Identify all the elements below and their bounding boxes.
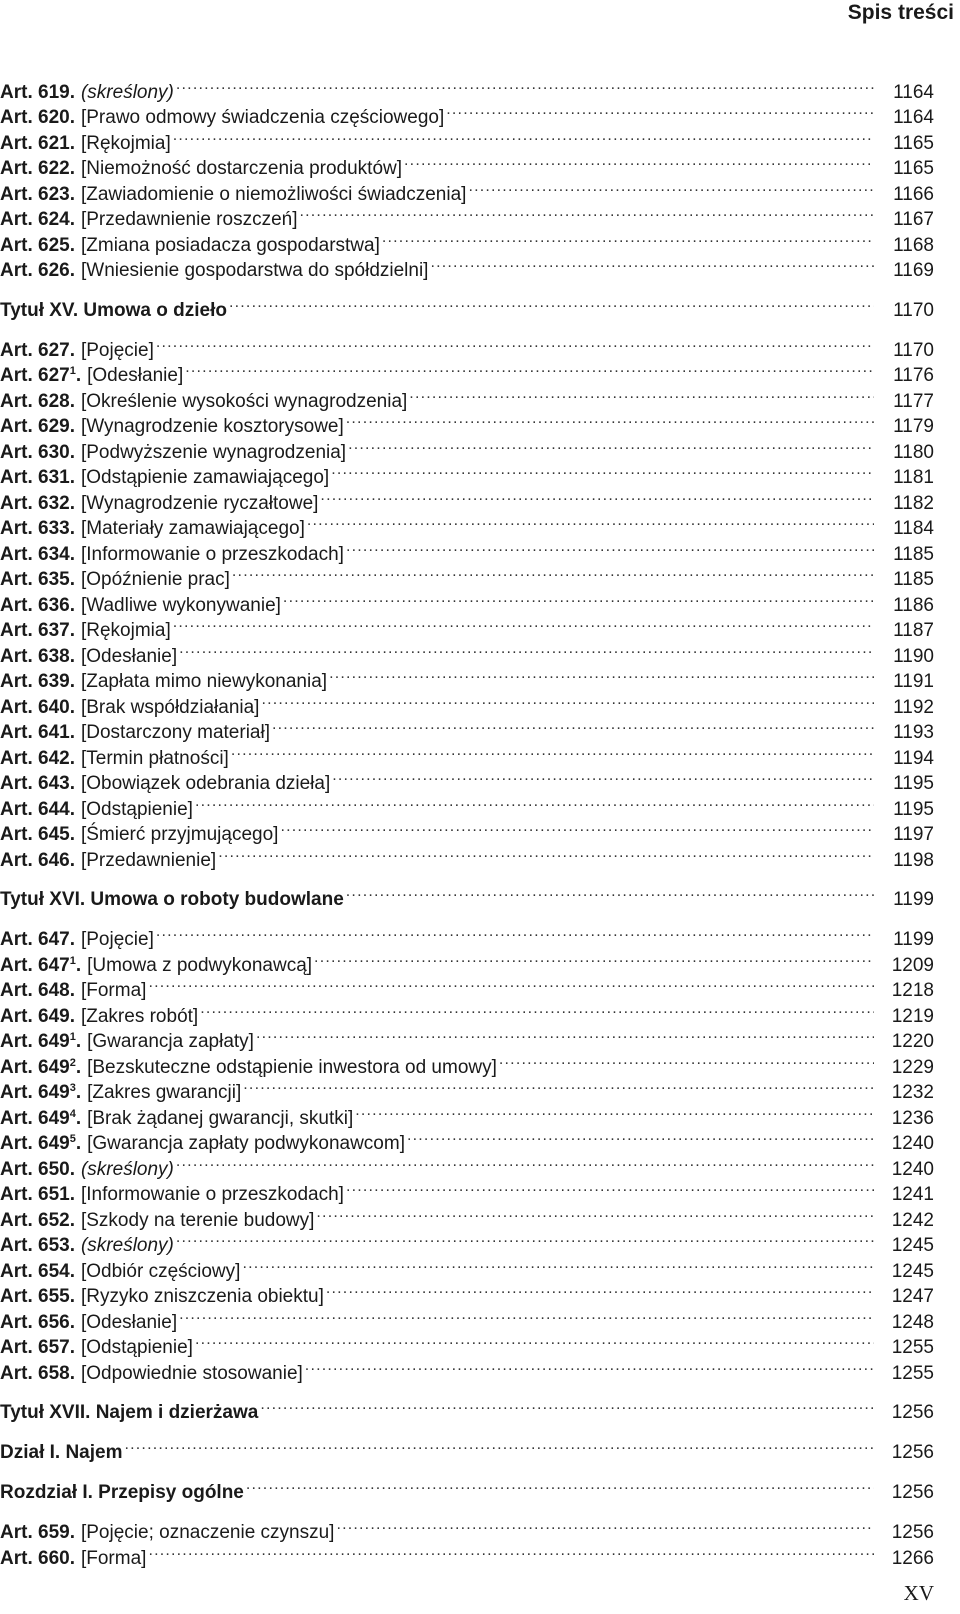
toc-dot-leader (430, 251, 874, 277)
toc-article-number (0, 593, 75, 619)
toc-article-label: [Rękojmia] (80, 620, 171, 641)
toc-dot-leader (499, 1047, 874, 1073)
toc-article-label: [Opóźnienie prac] (80, 569, 230, 590)
toc-article-number-text: Art. 647 (0, 954, 70, 976)
toc-article-number (0, 822, 75, 848)
toc-article-label: [Szkody na terenie budowy] (80, 1209, 315, 1231)
toc-article-number-text: Art. 645. (0, 824, 75, 845)
toc-article-number-text: Art. 624. (0, 209, 75, 230)
toc-page-number: 1255 (891, 1337, 934, 1358)
toc-article-number (0, 516, 75, 542)
toc-article-label: [Odstąpienie] (80, 798, 193, 820)
toc-dot-leader (355, 1098, 874, 1124)
toc-page-number: 1229 (891, 1056, 934, 1078)
toc-dot-leader (468, 174, 874, 200)
toc-page-number: 1168 (893, 234, 934, 256)
toc-page-number: 1187 (893, 620, 934, 641)
toc-article-number (0, 182, 75, 208)
toc-page-number: 1232 (891, 1082, 934, 1103)
toc-article-label: [Wniesienie gospodarstwa do spółdzielni] (80, 260, 429, 281)
toc-page-number: 1186 (893, 594, 934, 616)
toc-dot-leader (176, 1226, 874, 1252)
toc-article-number-text: Art. 640. (0, 696, 75, 718)
toc-article-number (0, 542, 75, 568)
toc-dot-leader (246, 1473, 874, 1499)
toc-article-label: [Forma] (80, 980, 147, 1001)
toc-page-number: 1241 (891, 1184, 934, 1205)
toc-section-title: Tytuł XVII. Najem i dzierżawa (0, 1402, 259, 1423)
toc-page-number: 1164 (893, 107, 934, 128)
toc-article-number-text: Art. 633. (0, 518, 75, 539)
toc-article-superscript: 3 (69, 1082, 76, 1094)
toc-section-title-row[interactable] (0, 290, 934, 321)
toc-article-number (0, 1208, 75, 1234)
toc-article-number-dot: . (75, 1082, 82, 1103)
toc-article-number-text: Art. 619. (0, 81, 75, 103)
toc-section-title-row[interactable] (0, 1393, 934, 1423)
toc-dot-leader (218, 840, 874, 866)
toc-dot-leader (382, 225, 874, 251)
toc-article-label: [Zmiana posiadacza gospodarstwa] (80, 234, 380, 256)
toc-page-number: 1195 (893, 798, 934, 820)
toc-article-label: [Zawiadomienie o niemożliwości świadczenia] (80, 183, 467, 205)
toc-page-number: 1170 (893, 339, 934, 361)
page-header-title: Spis treści (847, 1, 954, 24)
toc-page-number: 1166 (893, 183, 934, 205)
toc-article-label: [Pojęcie; oznaczenie czynszu] (80, 1522, 335, 1543)
toc-article-number-dot: . (75, 954, 82, 976)
toc-dot-leader (261, 687, 874, 713)
toc-article-label: [Odstąpienie zamawiającego] (80, 467, 330, 488)
toc-page-number: 1165 (893, 158, 934, 179)
toc-article-number-text: Art. 626. (0, 260, 75, 281)
toc-section-title-row[interactable] (0, 880, 934, 910)
toc-article-number (0, 80, 75, 106)
toc-article-number (0, 1055, 81, 1081)
toc-dot-leader (280, 815, 874, 841)
toc-page-number: 1255 (891, 1362, 934, 1384)
toc-article-label: [Informowanie o przeszkodach] (80, 543, 344, 565)
toc-article-number-text: Art. 637. (0, 620, 75, 641)
toc-article-label: [Odpowiednie stosowanie] (80, 1362, 303, 1384)
toc-article-number (0, 644, 75, 670)
toc-dot-leader (156, 330, 874, 356)
toc-article-number-dot: . (75, 365, 82, 386)
toc-article-number-text: Art. 635. (0, 569, 75, 590)
toc-page-number: 1247 (891, 1286, 934, 1307)
toc-article-number (0, 1106, 81, 1132)
toc-article-number (0, 746, 75, 772)
toc-dot-leader (331, 458, 874, 484)
toc-dot-leader (409, 381, 874, 407)
toc-article-number (0, 465, 75, 491)
toc-article-number (0, 953, 81, 979)
toc-dot-leader (404, 149, 874, 175)
toc-article-number (0, 1029, 81, 1055)
toc-article-label: [Informowanie o przeszkodach] (80, 1184, 344, 1205)
toc-article-number (0, 978, 75, 1004)
toc-article-label: [Zapłata mimo niewykonania] (80, 671, 328, 692)
toc-article-number-text: Art. 658. (0, 1362, 75, 1384)
toc-page-number: 1256 (891, 1442, 934, 1463)
toc-dot-leader (272, 713, 874, 739)
toc-article-label: [Wynagrodzenie ryczałtowe] (80, 492, 319, 514)
toc-article-label: [Śmierć przyjmującego] (80, 824, 279, 845)
toc-page-number: 1194 (893, 747, 934, 769)
toc-article-number-text: Art. 649 (0, 1107, 70, 1129)
toc-article-number-text: Art. 628. (0, 390, 75, 412)
toc-article-number-text: Art. 651. (0, 1184, 75, 1205)
toc-page-number: 1245 (891, 1235, 934, 1256)
toc-article-superscript: 4 (69, 1107, 76, 1120)
toc-article-number-text: Art. 644. (0, 798, 75, 820)
toc-dot-leader (346, 880, 874, 906)
toc-article-number-text: Art. 656. (0, 1311, 75, 1333)
toc-article-number-text: Art. 649 (0, 1082, 70, 1103)
toc-page-number: 1182 (893, 492, 934, 514)
toc-article-label: [Pojęcie] (80, 339, 154, 361)
toc-article-number-text: Art. 647. (0, 929, 75, 950)
toc-article-label: [Gwarancja zapłaty podwykonawcom] (87, 1133, 405, 1154)
toc-article-superscript: 1 (69, 1031, 76, 1043)
toc-article-label: [Zakres robót] (80, 1005, 199, 1027)
toc-article-label: [Bezskuteczne odstąpienie inwestora od umowy] (87, 1056, 497, 1078)
toc-page-number: 1240 (891, 1133, 934, 1154)
page-number: XV (903, 1581, 934, 1605)
toc-article-number (0, 1157, 75, 1183)
toc-page-number: 1219 (891, 1005, 934, 1027)
toc-page-number: 1240 (891, 1158, 934, 1180)
toc-article-number-text: Art. 621. (0, 132, 75, 154)
toc-article-number (0, 414, 75, 440)
toc-article-number (0, 233, 75, 259)
toc-dot-leader (242, 1251, 874, 1277)
toc-dot-leader (176, 72, 874, 98)
toc-article-number-text: Art. 649 (0, 1133, 70, 1154)
toc-article-number-text: Art. 641. (0, 722, 75, 743)
toc-section-title-row[interactable] (0, 1433, 934, 1463)
toc-article-label: [Pojęcie] (80, 929, 154, 950)
toc-section-title: Tytuł XV. Umowa o dzieło (0, 299, 227, 321)
toc-dot-leader (346, 534, 874, 560)
toc-article-number-dot: . (75, 1107, 82, 1129)
toc-page-number: 1193 (893, 722, 934, 743)
toc-article-number (0, 669, 75, 695)
toc-page-number: 1266 (891, 1547, 934, 1569)
toc-dot-leader (314, 945, 874, 971)
toc-page-number: 1195 (893, 773, 934, 794)
toc-article-number (0, 258, 75, 284)
toc-section-title: Dział I. Najem (0, 1442, 123, 1463)
toc-article-label: [Rękojmia] (80, 132, 171, 154)
toc-article-number-text: Art. 623. (0, 183, 75, 205)
toc-section-title-row[interactable] (0, 1473, 934, 1503)
toc-dot-leader (307, 509, 874, 535)
toc-article-number-text: Art. 650. (0, 1158, 75, 1180)
toc-page-number: 1218 (891, 980, 934, 1001)
toc-article-label: [Wadliwe wykonywanie] (80, 594, 281, 616)
toc-article-number (0, 156, 75, 182)
toc-article-number-text: Art. 657. (0, 1337, 75, 1358)
toc-article-number-dot: . (75, 1133, 82, 1154)
toc-article-row[interactable] (0, 1513, 934, 1543)
toc-page-number: 1165 (893, 132, 934, 154)
toc-page-number: 1197 (893, 824, 934, 845)
toc-article-number-text: Art. 652. (0, 1209, 75, 1231)
toc-article-number-text: Art. 639. (0, 671, 75, 692)
toc-dot-leader (173, 123, 874, 149)
toc-dot-leader (316, 1200, 874, 1226)
toc-article-number-text: Art. 660. (0, 1547, 75, 1569)
toc-section-title: Tytuł XVI. Umowa o roboty budowlane (0, 889, 344, 910)
toc-article-number-text: Art. 625. (0, 234, 75, 256)
toc-article-number-dot: . (75, 1056, 82, 1078)
toc-dot-leader (185, 356, 874, 382)
toc-article-number (0, 338, 75, 364)
toc-article-number-text: Art. 648. (0, 980, 75, 1001)
toc-article-number-text: Art. 654. (0, 1260, 75, 1282)
toc-article-superscript: 5 (69, 1133, 76, 1145)
toc-dot-leader (407, 1124, 874, 1150)
toc-dot-leader (336, 1513, 874, 1539)
toc-dot-leader (229, 290, 874, 316)
toc-article-row[interactable] (0, 920, 934, 950)
toc-dot-leader (446, 98, 874, 124)
toc-page-number: 1185 (893, 543, 934, 565)
toc-article-label: [Odesłanie] (87, 365, 184, 386)
toc-page-number: 1180 (893, 441, 934, 463)
toc-page-number: 1185 (893, 569, 934, 590)
toc-page-number: 1192 (893, 696, 934, 718)
toc-article-label: [Odesłanie] (80, 645, 178, 667)
toc-page-number: 1199 (893, 929, 934, 950)
toc-article-number (0, 1361, 75, 1387)
toc-article-superscript: 1 (69, 954, 76, 967)
toc-dot-leader (332, 764, 874, 790)
toc-article-label: [Odesłanie] (80, 1311, 178, 1333)
toc-article-number-text: Art. 630. (0, 441, 75, 463)
toc-article-number-text: Art. 655. (0, 1286, 75, 1307)
toc-article-label: [Odstąpienie] (80, 1337, 193, 1358)
toc-article-number (0, 695, 75, 721)
toc-page-number: 1242 (891, 1209, 934, 1231)
toc-article-number-text: Art. 622. (0, 158, 75, 179)
toc-article-number-text: Art. 649 (0, 1056, 70, 1078)
toc-article-number-text: Art. 634. (0, 543, 75, 565)
toc-article-label: [Gwarancja zapłaty] (87, 1031, 254, 1052)
toc-page-number: 1169 (893, 260, 934, 281)
toc-article-row[interactable] (0, 72, 934, 103)
toc-article-number (0, 1004, 75, 1030)
toc-article-superscript: 2 (69, 1056, 76, 1069)
toc-article-number (0, 797, 75, 823)
toc-article-number-text: Art. 646. (0, 849, 75, 871)
toc-page-number: 1184 (893, 518, 934, 539)
toc-article-row[interactable] (0, 330, 934, 361)
toc-article-number-text: Art. 632. (0, 492, 75, 514)
toc-page-number: 1248 (891, 1311, 934, 1333)
toc-article-number (0, 389, 75, 415)
toc-section-title: Rozdział I. Przepisy ogólne (0, 1482, 244, 1503)
toc-article-number-text: Art. 620. (0, 107, 75, 128)
toc-article-label: [Przedawnienie] (80, 849, 217, 871)
toc-dot-leader (148, 1538, 874, 1564)
toc-page-number: 1245 (891, 1260, 934, 1282)
toc-article-number (0, 927, 75, 953)
toc-article-label: [Podwyższenie wynagrodzenia] (80, 441, 347, 463)
toc-article-label: [Niemożność dostarczenia produktów] (80, 158, 403, 179)
toc-article-number (0, 363, 81, 389)
toc-article-label: [Zakres gwarancji] (87, 1082, 242, 1103)
toc-article-label: [Obowiązek odebrania dzieła] (80, 773, 331, 794)
toc-article-number (0, 1310, 75, 1336)
toc-article-label: (skreślony) (80, 1235, 174, 1256)
toc-article-number (0, 771, 75, 797)
toc-article-number-text: Art. 631. (0, 467, 75, 488)
toc-article-label: [Odbiór częściowy] (80, 1260, 241, 1282)
toc-page-number: 1199 (893, 889, 934, 910)
toc-dot-leader (243, 1073, 874, 1099)
toc-dot-leader (195, 789, 874, 815)
toc-dot-leader (176, 1149, 874, 1175)
toc-article-number (0, 720, 75, 746)
toc-page-number: 1176 (893, 365, 934, 386)
toc-article-number (0, 1335, 75, 1361)
toc-page-number: 1177 (893, 390, 934, 412)
toc-dot-leader (256, 1022, 874, 1048)
toc-page-number: 1190 (893, 645, 934, 667)
toc-article-number-text: Art. 629. (0, 416, 75, 437)
toc-article-number-dot: . (75, 1031, 82, 1052)
toc-dot-leader (231, 738, 874, 764)
toc-page-number: 1220 (891, 1031, 934, 1052)
toc-article-number (0, 567, 75, 593)
toc-dot-leader (125, 1433, 875, 1459)
toc-article-label: [Ryzyko zniszczenia obiektu] (80, 1286, 324, 1307)
toc-page-number: 1191 (893, 671, 934, 692)
toc-article-number-text: Art. 627 (0, 365, 70, 386)
toc-page-number: 1179 (893, 416, 934, 437)
toc-dot-leader (179, 1302, 874, 1328)
toc-page-number: 1236 (891, 1107, 934, 1129)
toc-article-number-text: Art. 642. (0, 747, 75, 769)
toc-article-number (0, 1259, 75, 1285)
toc-dot-leader (232, 560, 874, 586)
toc-article-label: [Brak współdziałania] (80, 696, 260, 718)
toc-page-number: 1256 (891, 1402, 934, 1423)
toc-article-label: [Określenie wysokości wynagrodzenia] (80, 390, 408, 412)
toc-article-number (0, 1284, 75, 1310)
toc-article-number (0, 105, 75, 131)
toc-page-number: 1256 (891, 1522, 934, 1543)
toc-article-number (0, 1080, 81, 1106)
toc-article-number-text: Art. 653. (0, 1235, 75, 1256)
table-of-contents (0, 72, 934, 1569)
toc-dot-leader (260, 1393, 874, 1419)
toc-page-number: 1256 (891, 1482, 934, 1503)
toc-dot-leader (348, 432, 874, 458)
toc-article-number-text: Art. 649. (0, 1005, 75, 1027)
toc-article-number (0, 440, 75, 466)
toc-dot-leader (195, 1328, 874, 1354)
toc-article-label: [Termin płatności] (80, 747, 229, 769)
toc-dot-leader (173, 611, 874, 637)
toc-article-number (0, 131, 75, 157)
toc-article-number (0, 848, 75, 874)
toc-article-label: [Materiały zamawiającego] (80, 518, 305, 539)
toc-dot-leader (326, 1277, 874, 1303)
toc-dot-leader (320, 483, 874, 509)
toc-article-superscript: 1 (69, 365, 76, 377)
toc-dot-leader (346, 407, 874, 433)
toc-article-number-text: Art. 638. (0, 645, 75, 667)
toc-page-number: 1170 (893, 299, 934, 321)
toc-article-number-text: Art. 627. (0, 339, 75, 361)
toc-article-number-text: Art. 643. (0, 773, 75, 794)
toc-article-number-text: Art. 649 (0, 1031, 70, 1052)
toc-dot-leader (148, 971, 874, 997)
toc-dot-leader (156, 920, 874, 946)
toc-page-number: 1198 (893, 849, 934, 871)
toc-article-label: [Dostarczony materiał] (80, 722, 270, 743)
toc-article-label: (skreślony) (80, 1158, 174, 1180)
toc-dot-leader (329, 662, 874, 688)
toc-article-label: [Wynagrodzenie kosztorysowe] (80, 416, 344, 437)
toc-page-number: 1164 (893, 81, 934, 103)
toc-article-label: [Przedawnienie roszczeń] (80, 209, 298, 230)
toc-article-number (0, 1182, 75, 1208)
toc-page-number: 1209 (891, 954, 934, 976)
toc-article-number (0, 618, 75, 644)
toc-article-label: [Prawo odmowy świadczenia częściowego] (80, 107, 445, 128)
toc-article-label: [Brak żądanej gwarancji, skutki] (87, 1107, 354, 1129)
toc-article-label: [Umowa z podwykonawcą] (87, 954, 313, 976)
toc-dot-leader (283, 585, 874, 611)
toc-article-label: (skreślony) (80, 81, 174, 103)
toc-article-number (0, 1546, 75, 1572)
toc-page-number: 1181 (893, 467, 934, 488)
toc-article-label: [Forma] (80, 1547, 147, 1569)
toc-page-number: 1167 (893, 209, 934, 230)
toc-article-number (0, 491, 75, 517)
toc-article-number (0, 207, 75, 233)
toc-dot-leader (179, 636, 874, 662)
toc-dot-leader (346, 1175, 874, 1201)
toc-dot-leader (305, 1353, 874, 1379)
toc-article-number (0, 1520, 75, 1546)
toc-article-number (0, 1233, 75, 1259)
toc-article-number (0, 1131, 81, 1157)
toc-dot-leader (200, 996, 874, 1022)
toc-dot-leader (299, 200, 874, 226)
toc-article-number-text: Art. 659. (0, 1522, 75, 1543)
toc-article-number-text: Art. 636. (0, 594, 75, 616)
